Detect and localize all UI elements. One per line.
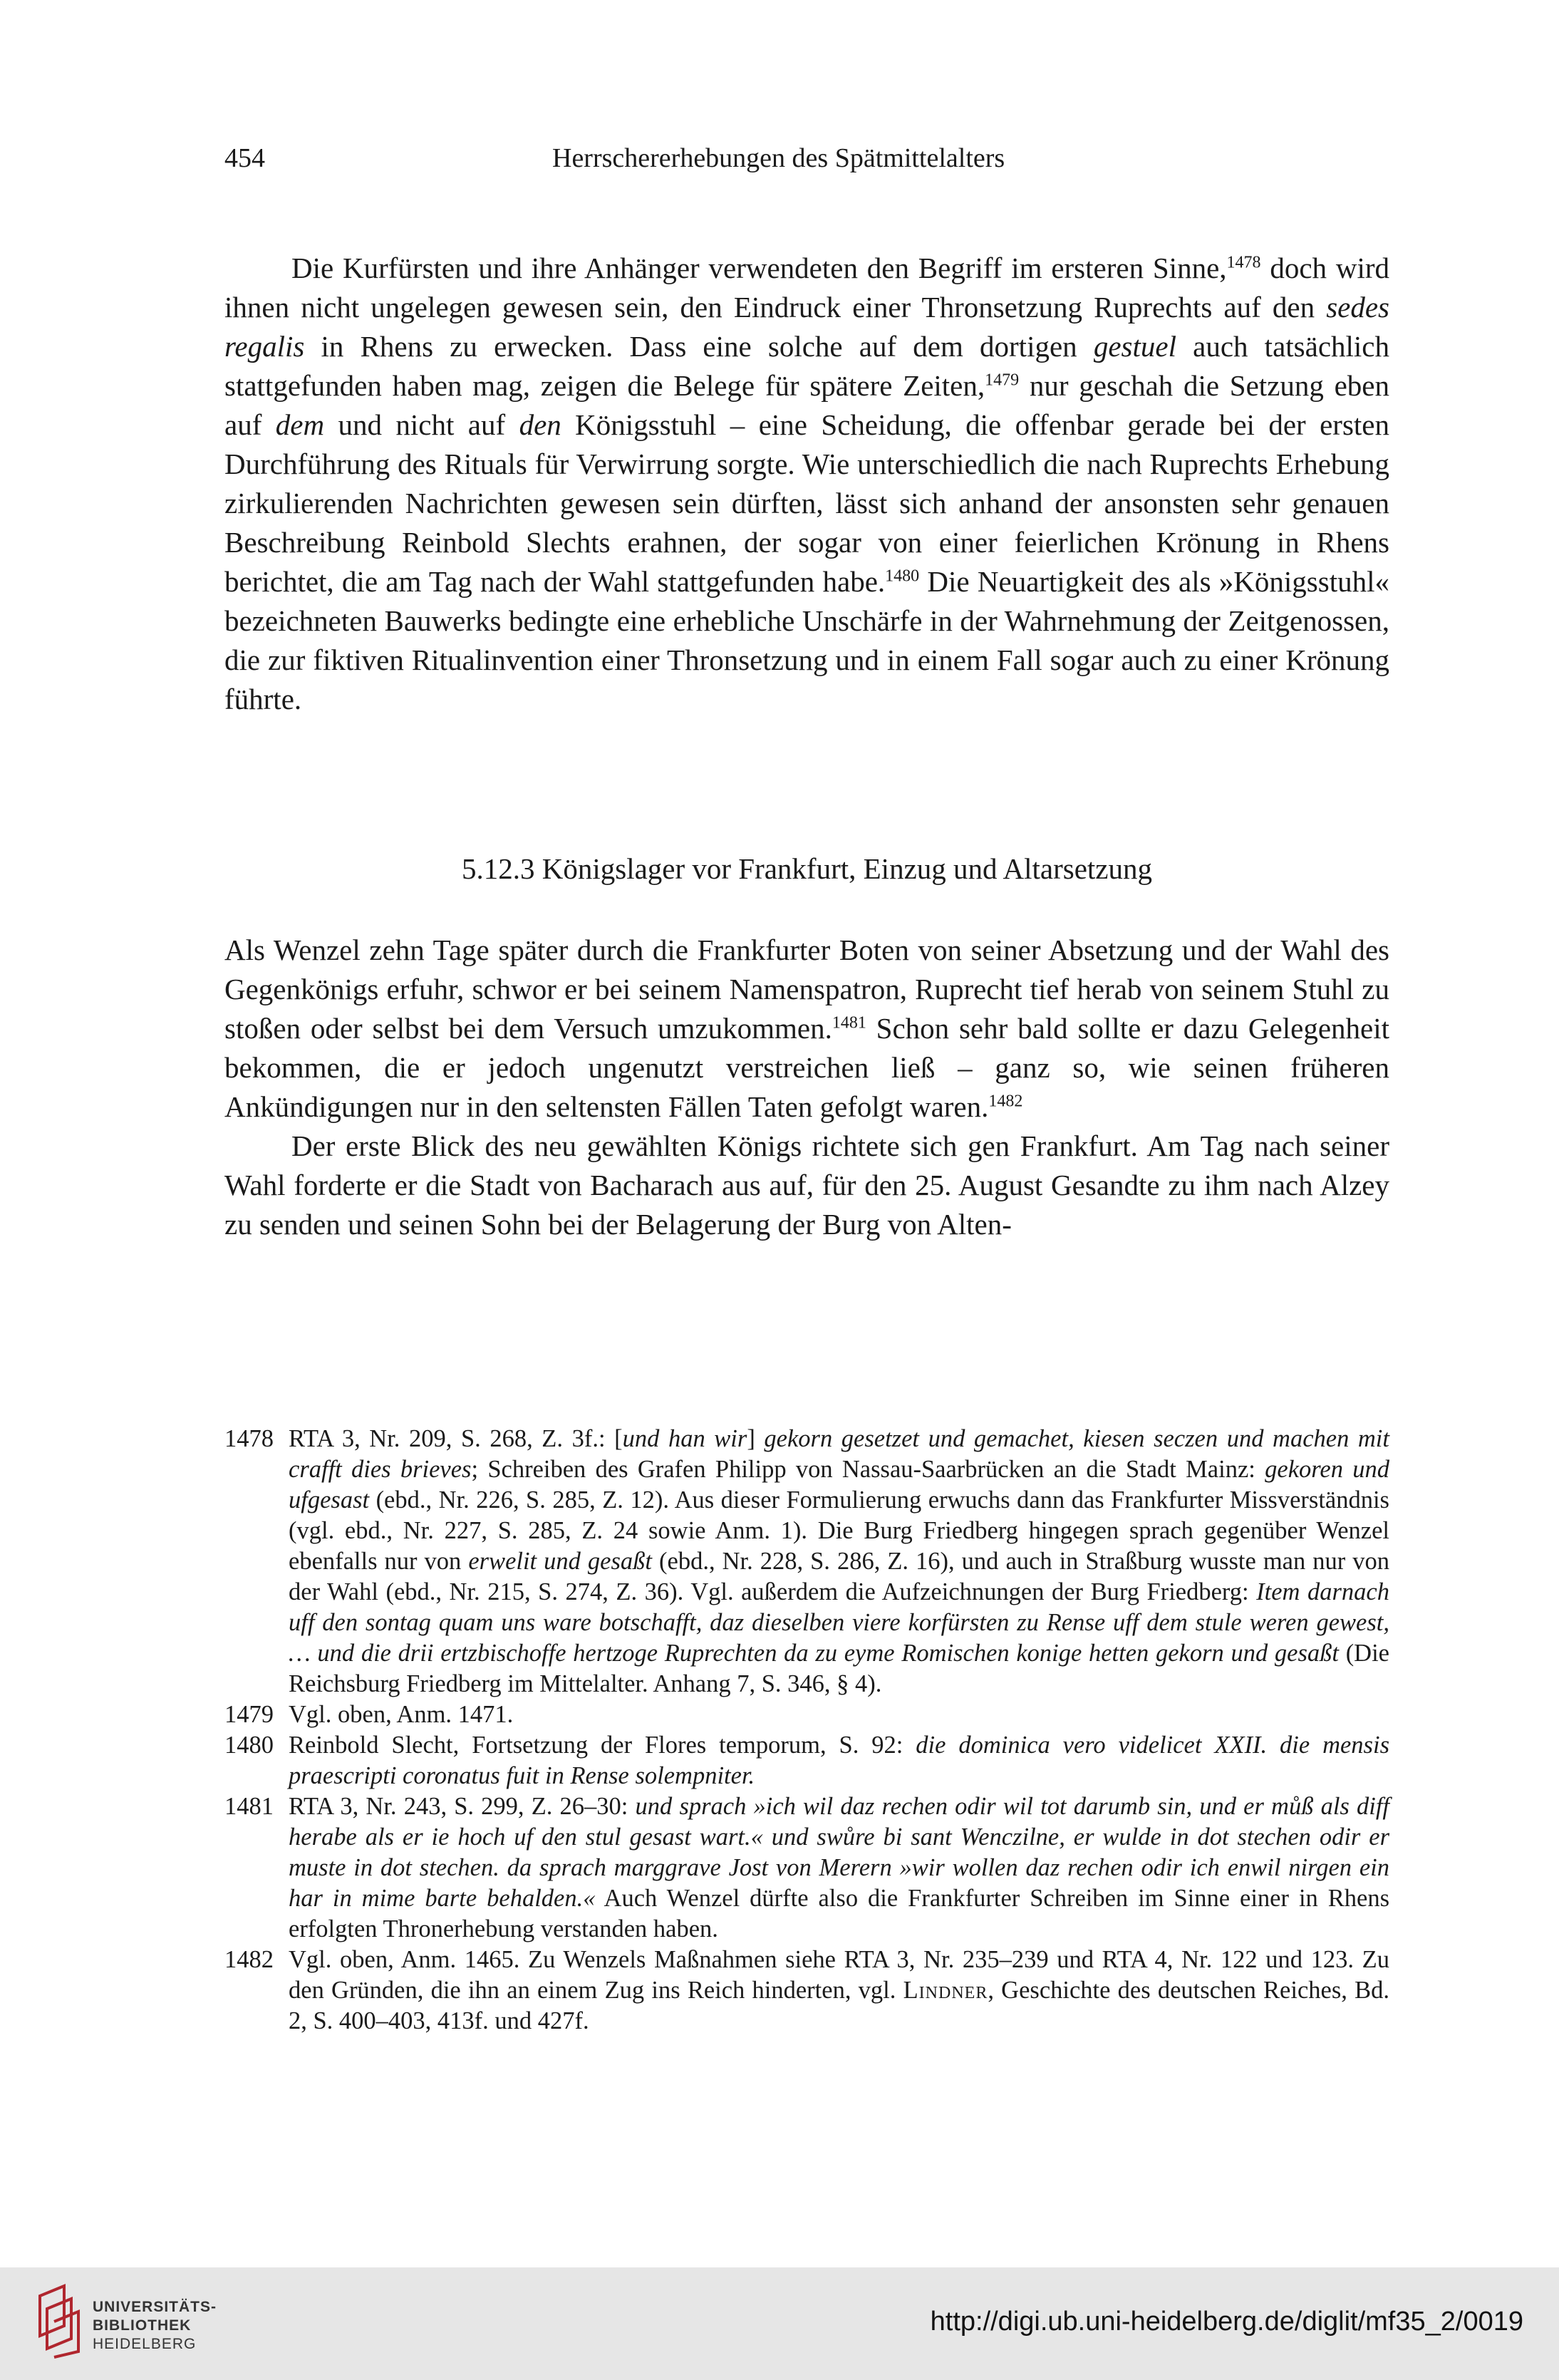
text-run: RTA 3, Nr. 243, S. 299, Z. 26–30: [289, 1793, 636, 1820]
italic-text: gekoren und ufgesast [289, 1456, 1389, 1514]
running-title: Herrschererhebungen des Spätmittelalters [552, 143, 1005, 173]
footnote-text [289, 1945, 1389, 2037]
section-heading: 5.12.3 Königslager vor Frankfurt, Einzug und Altarsetzung [461, 852, 1152, 885]
footnote-text [289, 1699, 1389, 1730]
italic-text: den [519, 408, 561, 441]
paragraph-3 [224, 1127, 1389, 1244]
italic-text: dem [275, 408, 325, 441]
text-run: Reinbold Slecht, Fortsetzung der Flores temporum, S. 92: [289, 1732, 916, 1759]
page-header [224, 143, 1389, 185]
footnote-text [289, 1730, 1389, 1791]
footnote-number: 1478 [224, 1425, 274, 1452]
italic-text: sedes regalis [224, 291, 1389, 363]
footnote-number: 1479 [224, 1701, 274, 1728]
logo-text-line-1: UNIVERSITÄTS- [93, 2299, 217, 2315]
text-run: Vgl. oben, Anm. 1471. [289, 1701, 514, 1728]
italic-text: die dominica vero videlicet XXII. die mensis praescripti coronatus fuit in Rense solempniter. [289, 1732, 1389, 1789]
footer-bar [0, 2267, 1559, 2380]
paragraph-1 [224, 249, 1389, 719]
logo-strokes [40, 2286, 78, 2357]
text-run: in Rhens zu erwecken. Dass eine solche auf dem dortigen [304, 330, 1094, 363]
footnote-1479 [224, 1699, 1389, 1730]
page-number: 454 [224, 143, 265, 173]
text-run: nur geschah die Setzung eben auf [224, 369, 1390, 441]
library-logo-icon [36, 2283, 80, 2359]
logo-text-line-3: HEIDELBERG [93, 2336, 197, 2352]
text-run: Schon sehr bald sollte er dazu Gelegenheit bekommen, die er jedoch ungenutzt verstreichen ließ – ganz so, wie seinen früheren Ankündigungen nur in den seltensten Fällen Taten gefolgt waren. [224, 1012, 1389, 1123]
footnote-1482 [224, 1945, 1389, 2037]
text-run: , Geschichte des deutschen Reiches, Bd. 2, S. 400–403, 413f. und 427f. [289, 1977, 1389, 2034]
footnote-ref-1478[interactable]: 1478 [1226, 253, 1261, 272]
body-section-2 [224, 931, 1389, 1244]
author-name: Lindner [903, 1977, 988, 2004]
italic-text: gekorn gesetzet und gemachet, kiesen seczen und machen mit crafft dies brieves [289, 1425, 1389, 1483]
footnote-number: 1481 [224, 1793, 274, 1820]
footnote-text [289, 1424, 1389, 1699]
text-run: Der erste Blick des neu gewählten Königs richtete sich gen Frankfurt. Am Tag nach seiner Wahl forderte er die Stadt von Bacharach aus auf, für den 25. August Gesandte zu ihm nach Alzey zu senden und seinen Sohn bei der Belagerung der Burg von Alten- [224, 1129, 1389, 1241]
footnote-ref-1481[interactable]: 1481 [832, 1013, 866, 1033]
text-run: Königsstuhl – eine Scheidung, die offenbar gerade bei der ersten Durchführung des Rituals für Verwirrung sorgte. Wie unterschiedlich die nach Ruprechts Erhebung zirkulierenden Nachrichten gewesen sein dürften, lässt sich anhand der ansonsten sehr genauen Beschreibung Reinbold Slechts erahnen, der sogar von einer feierlichen Krönung in Rhens berichtet, die am Tag nach der Wahl stattgefunden habe. [224, 408, 1389, 598]
text-run: Als Wenzel zehn Tage später durch die Frankfurter Boten von seiner Absetzung und der Wahl des Gegenkönigs erfuhr, schwor er bei seinem Namenspatron, Ruprecht tief herab von seinem Stuhl zu stoßen oder selbst bei dem Versuch umzukommen. [224, 933, 1389, 1045]
text-run: (Die Reichsburg Friedberg im Mittelalter. Anhang 7, S. 346, § 4). [289, 1640, 1389, 1697]
text-run: und nicht auf [324, 408, 519, 441]
text-run: Die Kurfürsten und ihre Anhänger verwendeten den Begriff im ersteren Sinne, [291, 252, 1227, 284]
footnote-1478 [224, 1424, 1389, 1699]
footnote-text [289, 1791, 1389, 1945]
text-run: (ebd., Nr. 228, S. 286, Z. 16), und auch in Straßburg wusste man nur von der Wahl (ebd., Nr. 215, S. 274, Z. 36). Vgl. außerdem die Aufzeichnungen der Burg Friedberg: [289, 1548, 1389, 1605]
italic-text: gestuel [1093, 330, 1176, 363]
text-run: auch tatsächlich stattgefunden haben mag, zeigen die Belege für spätere Zeiten, [224, 330, 1389, 402]
footnote-ref-1479[interactable]: 1479 [985, 371, 1020, 390]
text-run: (ebd., Nr. 226, S. 285, Z. 12). Aus dieser Formulierung erwuchs dann das Frankfurter Missverständnis (vgl. ebd., Nr. 227, S. 285, Z. 24 sowie Anm. 1). Die Burg Friedberg hingegen sprach gegenüber Wenzel ebenfalls nur von [289, 1486, 1389, 1575]
paragraph-2 [224, 931, 1389, 1127]
footnote-1481 [224, 1791, 1389, 1945]
logo-text-line-2: BIBLIOTHEK [93, 2317, 192, 2334]
library-logo[interactable] [36, 2283, 217, 2361]
source-url-link[interactable]: http://digi.ub.uni-heidelberg.de/diglit/mf35_2/0019 [930, 2307, 1523, 2337]
text-run: ] [747, 1425, 765, 1452]
footnotes [224, 1424, 1389, 2037]
text-run: Die Neuartigkeit des als »Königsstuhl« bezeichneten Bauwerks bedingte eine erhebliche Unschärfe in der Wahrnehmung der Zeitgenossen, die zur fiktiven Ritualinvention einer Thronsetzung und in einem Fall sogar auch zu einer Krönung führte. [224, 565, 1389, 715]
body-section-1 [224, 249, 1389, 719]
text-run: ; Schreiben des Grafen Philipp von Nassau-Saarbrücken an die Stadt Mainz: [471, 1456, 1265, 1483]
text-run: Vgl. oben, Anm. 1465. Zu Wenzels Maßnahmen siehe RTA 3, Nr. 235–239 und RTA 4, Nr. 122 und 123. Zu den Gründen, die ihn an einem Zug ins Reich hinderten, vgl. [289, 1946, 1389, 2004]
footnote-1480 [224, 1730, 1389, 1791]
footnote-number: 1482 [224, 1946, 274, 1973]
italic-text: Item darnach uff den sontag quam uns ware botschafft, daz dieselben viere korfürsten zu Rense uff dem stule weren gewest, … und die drii ertzbischoffe hertzoge Ruprechten da zu eyme Romischen konige hetten gekorn und gesaßt [289, 1578, 1389, 1667]
text-run: doch wird ihnen nicht ungelegen gewesen sein, den Eindruck einer Thronsetzung Ruprechts auf den [224, 252, 1389, 324]
italic-text: und sprach »ich wil daz rechen odir wil tot darumb sin, und er můß als diff herabe als er ie hoch uf den stul gesast wart.« und swůre bi sant Wenczilne, er wulde in dot stechen odir er muste in dot stechen. da sprach marggrave Jost von Merern »wir wollen daz rechen odir ich enwil nirgen ein har in mime barte behalden.« [289, 1793, 1390, 1912]
text-run: Auch Wenzel dürfte also die Frankfurter Schreiben im Sinne einer in Rhens erfolgten Thronerhebung verstanden haben. [289, 1885, 1389, 1942]
italic-text: erwelit und gesaßt [468, 1548, 652, 1575]
text-run: RTA 3, Nr. 209, S. 268, Z. 3f.: [ [289, 1425, 623, 1452]
footnote-ref-1480[interactable]: 1480 [885, 566, 920, 586]
footnote-number: 1480 [224, 1732, 274, 1759]
italic-text: und han wir [622, 1425, 747, 1452]
footnote-ref-1482[interactable]: 1482 [988, 1092, 1023, 1111]
